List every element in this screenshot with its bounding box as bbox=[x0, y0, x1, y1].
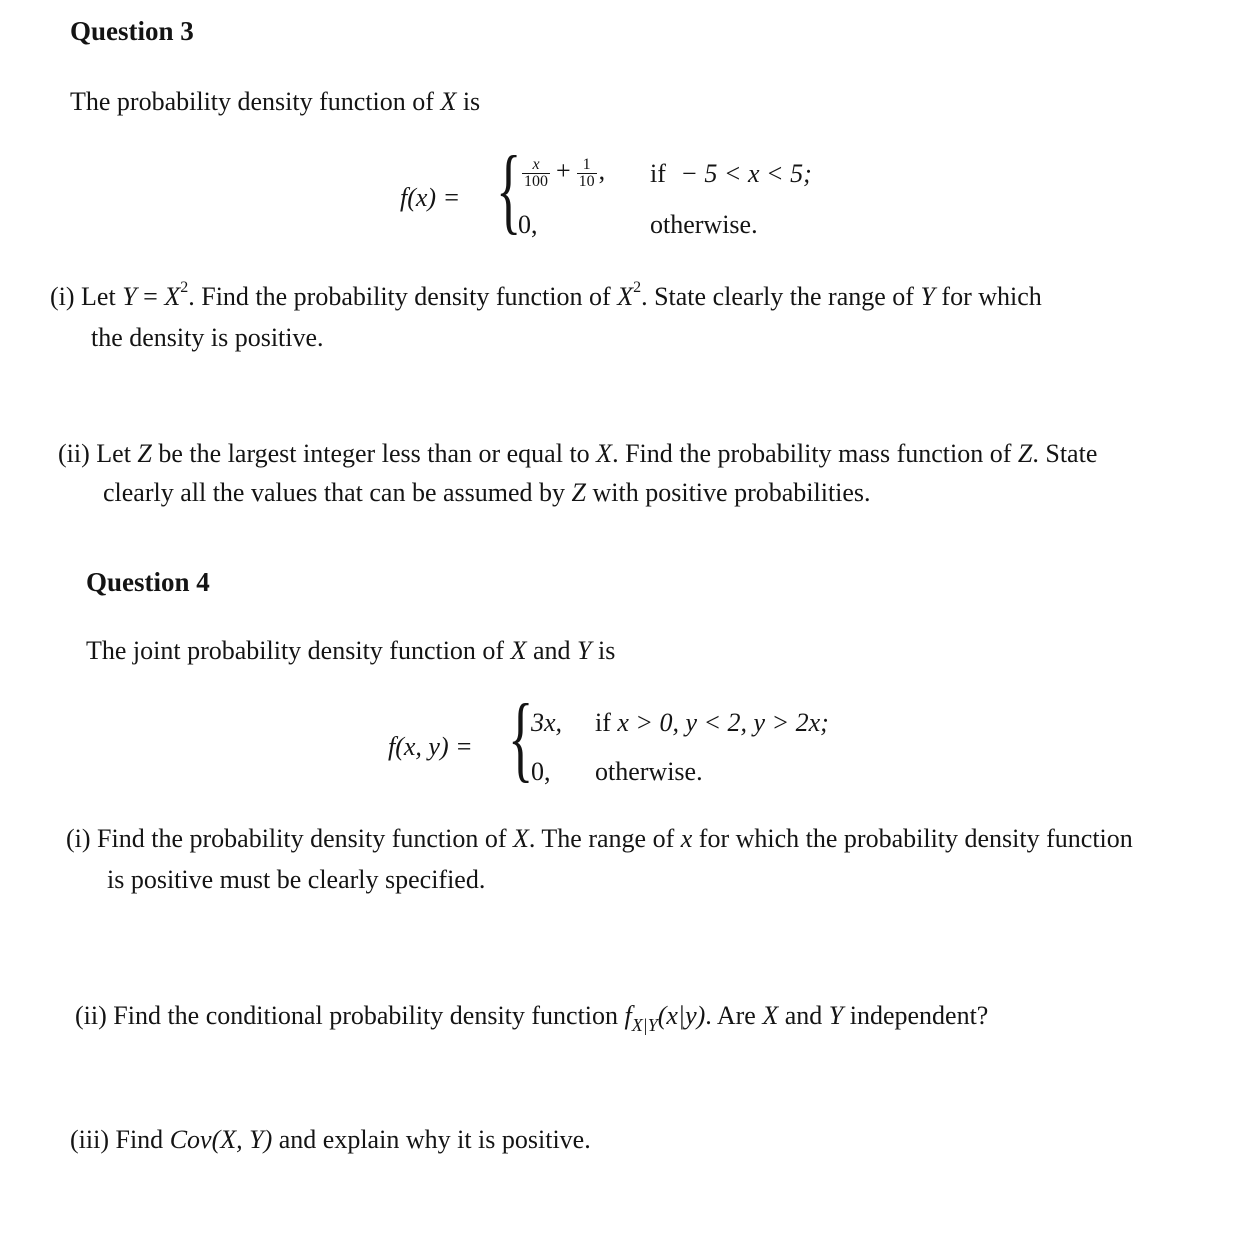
q4-pdf-brace: { bbox=[508, 684, 534, 791]
q3-part-i-line1: (i) Let $Y = X^2$. Find the probability density function of $X^2$. State clearly the range of Y for which bbox=[50, 279, 1042, 311]
q3-pdf-lhs: f(x) = bbox=[400, 183, 461, 212]
q4-pdf-case2: 0, bbox=[531, 757, 551, 786]
question-4-title: Question 4 bbox=[86, 567, 210, 597]
q4-part-iii: (iii) Find Cov(X, Y) and explain why it is positive. bbox=[70, 1125, 591, 1154]
q4-part-i-line2: is positive must be clearly specified. bbox=[107, 865, 486, 894]
q3-pdf-case2: 0, bbox=[518, 210, 538, 239]
q3-part-ii-line1: (ii) Let Z be the largest integer less than or equal to X. Find the probability mass function of Z. State bbox=[58, 439, 1098, 468]
q3-part-ii-line2: clearly all the values that can be assumed by Z with positive probabilities. bbox=[103, 478, 871, 507]
q4-part-i-line1: (i) Find the probability density function of X. The range of x for which the probability density function bbox=[66, 824, 1133, 853]
q4-pdf-lhs: f(x, y) = bbox=[388, 732, 473, 761]
q3-intro: The probability density function of X is bbox=[70, 87, 481, 116]
question-3-title: Question 3 bbox=[70, 16, 194, 46]
q4-pdf-cond1: if x > 0, y < 2, y > 2x; bbox=[595, 708, 829, 737]
q4-pdf-case1: 3x, bbox=[531, 708, 563, 737]
q3-pdf-cond2: otherwise. bbox=[650, 210, 758, 239]
q3-pdf-cond1: if − 5 < x < 5; bbox=[650, 159, 812, 188]
q4-intro: The joint probability density function of X and Y is bbox=[86, 636, 616, 665]
q4-part-ii: (ii) Find the conditional probability density function $f_{X|Y}(x|y)$. Are X and Y independent? bbox=[75, 1001, 989, 1035]
q3-pdf-case1: $\frac{x}{100}$ + $\frac{1}{10}$ , bbox=[524, 155, 606, 190]
q3-part-i-line2: the density is positive. bbox=[91, 323, 324, 352]
q3-pdf-brace: { bbox=[496, 136, 522, 243]
q4-pdf-cond2: otherwise. bbox=[595, 757, 703, 786]
